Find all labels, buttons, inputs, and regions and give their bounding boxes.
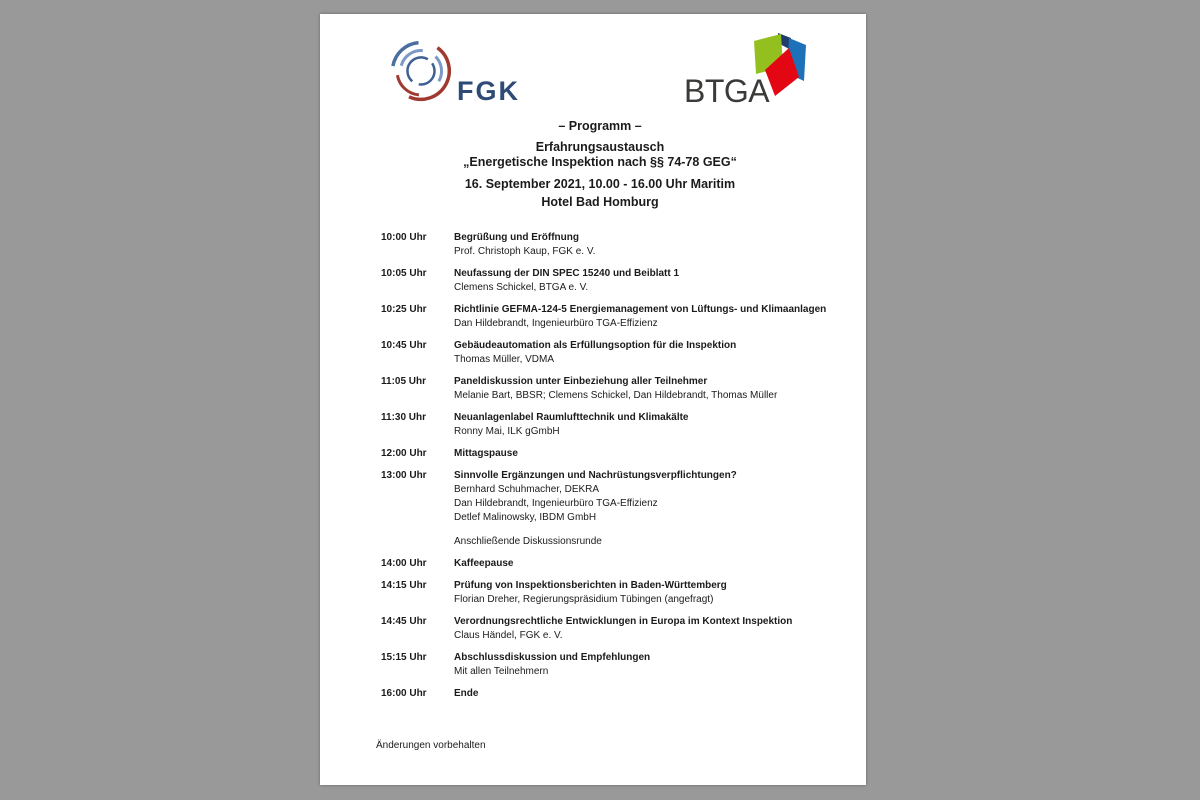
session-content <box>454 579 838 607</box>
session-speaker: Bernhard Schuhmacher, DEKRA <box>454 484 600 495</box>
session-title: Mittagspause <box>454 448 518 459</box>
session-time: 10:25 Uhr <box>381 304 427 315</box>
btga-logo-mark-icon <box>753 33 807 97</box>
document-page <box>320 14 866 785</box>
session-speaker: Thomas Müller, VDMA <box>454 354 555 365</box>
schedule-session <box>381 411 838 439</box>
fgk-logo <box>388 38 520 104</box>
session-speaker: Florian Dreher, Regierungspräsidium Tübingen (angefragt) <box>454 594 714 605</box>
session-time: 11:30 Uhr <box>381 412 427 423</box>
session-time: 11:05 Uhr <box>381 376 427 387</box>
session-speaker: Dan Hildebrandt, Ingenieurbüro TGA-Effizienz <box>454 498 658 509</box>
schedule-session <box>381 579 838 607</box>
session-content <box>454 411 838 439</box>
session-title: Neuanlagenlabel Raumlufttechnik und Klimakälte <box>454 412 689 423</box>
session-note: Anschließende Diskussionsrunde <box>454 536 602 547</box>
session-title: Sinnvolle Ergänzungen und Nachrüstungsverpflichtungen? <box>454 470 737 481</box>
session-speaker: Ronny Mai, ILK gGmbH <box>454 426 560 437</box>
schedule-session <box>381 469 838 549</box>
session-time: 16:00 Uhr <box>381 688 427 699</box>
session-time: 10:45 Uhr <box>381 340 427 351</box>
session-content <box>454 267 838 295</box>
session-title: Begrüßung und Eröffnung <box>454 232 579 243</box>
session-content <box>454 303 838 331</box>
session-speaker: Mit allen Teilnehmern <box>454 666 549 677</box>
session-title: Verordnungsrechtliche Entwicklungen in Europa im Kontext Inspektion <box>454 616 793 627</box>
session-speaker: Detlef Malinowsky, IBDM GmbH <box>454 512 597 523</box>
btga-logo-text: BTGA <box>684 73 770 109</box>
event-title-line2: „Energetische Inspektion nach §§ 74-78 GEG“ <box>463 155 737 169</box>
session-speaker: Claus Händel, FGK e. V. <box>454 630 563 641</box>
schedule-session <box>381 447 838 461</box>
program-label: – Programm – <box>558 119 642 133</box>
session-speaker: Clemens Schickel, BTGA e. V. <box>454 282 589 293</box>
fgk-logo-text: FGK <box>457 76 520 106</box>
session-time: 14:45 Uhr <box>381 616 427 627</box>
session-time: 14:00 Uhr <box>381 558 427 569</box>
schedule-session <box>381 375 838 403</box>
session-content <box>454 375 838 403</box>
session-speaker: Melanie Bart, BBSR; Clemens Schickel, Dan Hildebrandt, Thomas Müller <box>454 390 778 401</box>
session-time: 10:00 Uhr <box>381 232 427 243</box>
session-content <box>454 339 838 367</box>
session-content <box>454 557 838 571</box>
schedule-session <box>381 231 838 259</box>
session-speaker: Prof. Christoph Kaup, FGK e. V. <box>454 246 596 257</box>
session-content <box>454 615 838 643</box>
schedule-session <box>381 339 838 367</box>
session-content <box>454 231 838 259</box>
session-title: Abschlussdiskussion und Empfehlungen <box>454 652 651 663</box>
session-speaker: Dan Hildebrandt, Ingenieurbüro TGA-Effizienz <box>454 318 658 329</box>
session-time: 14:15 Uhr <box>381 580 427 591</box>
schedule-session <box>381 267 838 295</box>
session-time: 10:05 Uhr <box>381 268 427 279</box>
session-content <box>454 687 838 701</box>
session-title: Prüfung von Inspektionsberichten in Baden-Württemberg <box>454 580 727 591</box>
schedule-session <box>381 557 838 571</box>
schedule-session <box>381 615 838 643</box>
schedule-session <box>381 687 838 701</box>
session-time: 12:00 Uhr <box>381 448 427 459</box>
session-title: Paneldiskussion unter Einbeziehung aller Teilnehmer <box>454 376 708 387</box>
schedule <box>381 231 838 709</box>
session-title: Richtlinie GEFMA-124-5 Energiemanagement von Lüftungs- und Klimaanlagen <box>454 304 827 315</box>
session-title: Gebäudeautomation als Erfüllungsoption für die Inspektion <box>454 340 737 351</box>
session-content <box>454 447 838 461</box>
event-location: Hotel Bad Homburg <box>541 195 659 209</box>
session-title: Kaffeepause <box>454 558 514 569</box>
schedule-session <box>381 303 838 331</box>
session-title: Ende <box>454 688 479 699</box>
program-header <box>334 119 866 210</box>
changes-disclaimer: Änderungen vorbehalten <box>376 740 486 751</box>
session-time: 15:15 Uhr <box>381 652 427 663</box>
schedule-session <box>381 651 838 679</box>
fgk-logo-swirl-icon <box>388 38 454 104</box>
event-title-line1: Erfahrungsaustausch <box>535 140 665 154</box>
session-content <box>454 651 838 679</box>
session-title: Neufassung der DIN SPEC 15240 und Beiblatt 1 <box>454 268 680 279</box>
session-time: 13:00 Uhr <box>381 470 427 481</box>
event-date: 16. September 2021, 10.00 - 16.00 Uhr Maritim <box>464 177 736 191</box>
session-content <box>454 469 838 549</box>
